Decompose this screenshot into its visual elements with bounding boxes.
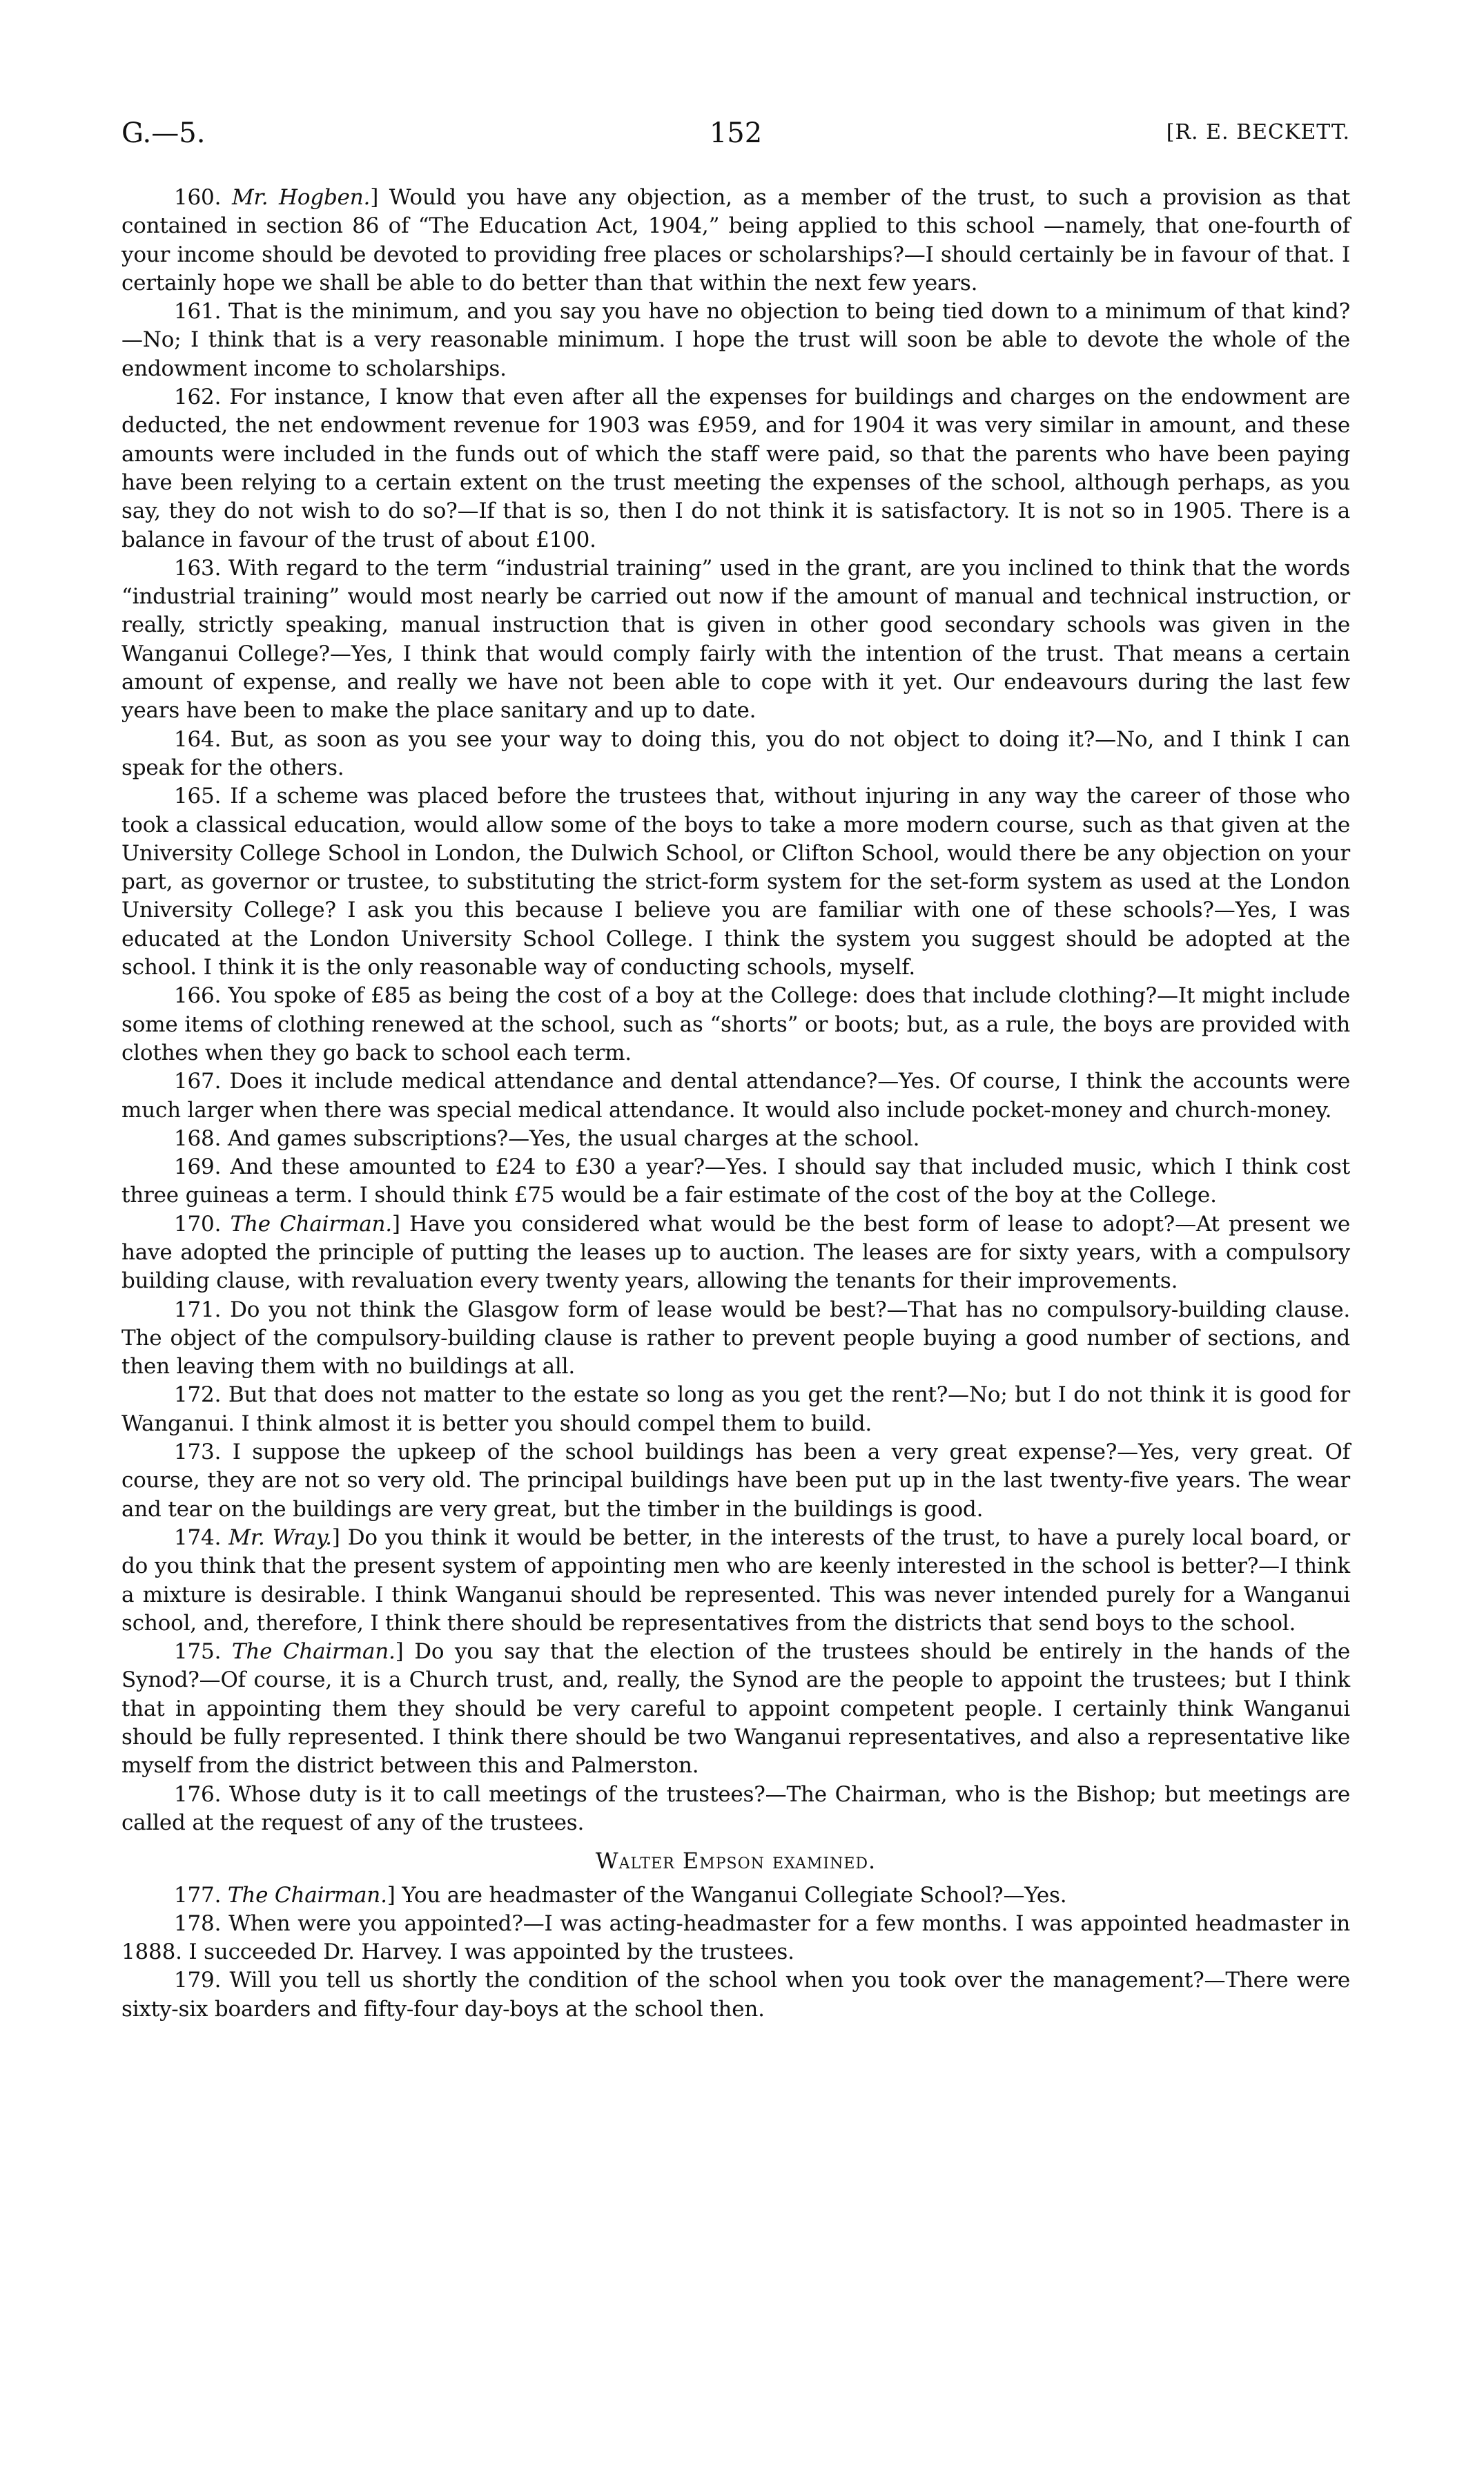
paragraph-text: But, as soon as you see your way to doing this, you do not object to doing it?—No, and I think I can speak for the others. bbox=[121, 726, 1350, 780]
speaker-name: Mr. Hogben. bbox=[231, 185, 371, 210]
paragraph-text: For instance, I know that even after all the expenses for buildings and charges on the endowment are deducted, the net endowment revenue for 1903 was £959, and for 1904 it was very similar in amount, and these amounts were included in the funds out of which the staff were paid, so that the parents who have been paying have been relying to a certain extent on the trust meeting the expenses of the school, although perhaps, as you say, they do not wish to do so?—If that is so, then I do not think it is satisfactory. It is not so in 1905. There is a balance in favour of the trust of about £100. bbox=[121, 385, 1350, 552]
paragraph-text: ] You are headmaster of the Wanganui Collegiate School?—Yes. bbox=[387, 1882, 1067, 1908]
question-paragraph bbox=[121, 1781, 1350, 1838]
paragraph-text: But that does not matter to the estate so long as you get the rent?—No; but I do not think it is good for Wanganui. I think almost it is better you should compel them to build. bbox=[121, 1382, 1350, 1436]
question-number: 160. bbox=[174, 185, 222, 210]
question-paragraph bbox=[121, 1910, 1350, 1967]
question-paragraph bbox=[121, 1153, 1350, 1210]
question-number: 174. bbox=[174, 1525, 222, 1550]
question-number: 169. bbox=[174, 1154, 222, 1180]
question-paragraph bbox=[121, 782, 1350, 982]
paragraph-text: Whose duty is it to call meetings of the trustees?—The Chairman, who is the Bishop; but meetings are called at the request of any of the trustees. bbox=[121, 1781, 1351, 1835]
speaker-name: The Chairman. bbox=[227, 1882, 387, 1908]
paragraph-text: Does it include medical attendance and dental attendance?—Yes. Of course, I think the accounts were much larger when there was special medical attendance. It would also include pocket-money and church-money. bbox=[121, 1069, 1350, 1123]
question-number: 164. bbox=[174, 726, 222, 752]
speaker-name: The Chairman. bbox=[230, 1211, 392, 1237]
question-paragraph bbox=[121, 383, 1350, 554]
question-number: 168. bbox=[174, 1125, 222, 1151]
speaker-name: Mr. Wray. bbox=[228, 1525, 332, 1550]
paragraph-text: ] Do you say that the election of the trustees should be entirely in the hands of the Synod?—Of course, it is a Church trust, and, really, the Synod are the people to appoint the trustees; but I think that in appointing them they should be very careful to appoint competent people. I certainly think Wanganui should be fully represented. I think there should be two Wanganui representatives, and also a representative like myself from the district between this and Palmerston. bbox=[121, 1639, 1350, 1779]
paragraph-text: Will you tell us shortly the condition of the school when you took over the management?—There were sixty-six boarders and fifty-four day-boys at the school then. bbox=[121, 1968, 1351, 2022]
question-number: 175. bbox=[174, 1639, 222, 1665]
paragraph-text: And games subscriptions?—Yes, the usual charges at the school. bbox=[227, 1125, 920, 1151]
question-paragraph bbox=[121, 184, 1350, 298]
question-paragraph bbox=[121, 726, 1350, 783]
question-number: 173. bbox=[174, 1440, 222, 1465]
speaker-name: The Chairman. bbox=[231, 1639, 396, 1665]
paragraph-text: You spoke of £85 as being the cost of a boy at the College: does that include clothing?—It might include some items of clothing renewed at the school, such as “shorts” or boots; but, as a rule, the boys are provided with clothes when they go back to school each term. bbox=[121, 983, 1351, 1065]
question-paragraph bbox=[121, 1067, 1350, 1125]
witness-name: [R. E. BECKETT. bbox=[1166, 120, 1350, 144]
question-paragraph bbox=[121, 1881, 1350, 1910]
question-number: 170. bbox=[174, 1211, 222, 1237]
paragraph-text: I suppose the upkeep of the school buildings has been a very great expense?—Yes, very great. Of course, they are not so very old. The principal buildings have been put up in the last twenty-five years. The wear and tear on the buildings are very great, but the timber in the buildings is good. bbox=[121, 1440, 1351, 1522]
page-header bbox=[121, 117, 1350, 166]
question-paragraph bbox=[121, 1438, 1350, 1524]
paragraph-text: That is the minimum, and you say you have no objection to being tied down to a minimum of that kind?—No; I think that is a very reasonable minimum. I hope the trust will soon be able to devote the whole of the endowment income to scholarships. bbox=[121, 299, 1350, 381]
paragraph-text: ] Have you considered what would be the best form of lease to adopt?—At present we have adopted the principle of putting the leases up to auction. The leases are for sixty years, with a compulsory building clause, with revaluation every twenty years, allowing the tenants for their improvements. bbox=[121, 1211, 1351, 1294]
question-number: 177. bbox=[174, 1882, 222, 1908]
paragraph-text: Do you not think the Glasgow form of lease would be best?—That has no compulsory-building clause. The object of the compulsory-building clause is rather to prevent people buying a good number of sections, and then leaving them with no buildings at all. bbox=[121, 1297, 1351, 1380]
question-paragraph bbox=[121, 1381, 1350, 1438]
question-paragraph bbox=[121, 554, 1350, 726]
question-paragraph bbox=[121, 1966, 1350, 2024]
paragraph-text: If a scheme was placed before the trustees that, without injuring in any way the career of those who took a classical education, would allow some of the boys to take a more modern course, such as that given at the University College School in London, the Dulwich School, or Clifton School, would there be any objection on your part, as governor or trustee, to substituting the strict-form system for the set-form system as used at the London University College? I ask you this because I believe you are familiar with one of these schools?—Yes, I was educated at the London University School College. I think the system you suggest should be adopted at the school. I think it is the only reasonable way of conducting schools, myself. bbox=[121, 784, 1350, 980]
question-number: 171. bbox=[174, 1297, 222, 1322]
question-number: 166. bbox=[174, 983, 222, 1009]
paragraph-list bbox=[121, 184, 1350, 1837]
question-paragraph bbox=[121, 1296, 1350, 1382]
question-paragraph bbox=[121, 298, 1350, 383]
paragraph-text: And these amounted to £24 to £30 a year?—Yes. I should say that included music, which I think cost three guineas a term. I should think £75 would be a fair estimate of the cost of the boy at the College. bbox=[121, 1154, 1350, 1208]
paragraph-text: When were you appointed?—I was acting-headmaster for a few months. I was appointed headmaster in 1888. I succeeded Dr. Harvey. I was appointed by the trustees. bbox=[121, 1910, 1351, 1965]
paragraph-list-after bbox=[121, 1881, 1350, 2024]
question-number: 176. bbox=[174, 1781, 222, 1807]
paragraph-text: With regard to the term “industrial training” used in the grant, are you inclined to think that the words “industrial training” would most nearly be carried out now if the amount of manual and technical instruction, or really, strictly speaking, manual instruction that is given in other good secondary schools was given in the Wanganui College?—Yes, I think that would comply fairly with the intention of the trust. That means a certain amount of expense, and really we have not been able to cope with it yet. Our endeavours during the last few years have been to make the place sanitary and up to date. bbox=[121, 555, 1351, 724]
question-paragraph bbox=[121, 1638, 1350, 1780]
document-page bbox=[121, 117, 1350, 2024]
question-number: 178. bbox=[174, 1910, 222, 1936]
question-number: 162. bbox=[174, 385, 222, 410]
question-number: 163. bbox=[174, 555, 222, 581]
question-number: 161. bbox=[174, 299, 222, 325]
paragraph-text: ] Do you think it would be better, in the interests of the trust, to have a purely local board, or do you think that the present system of appointing men who are keenly interested in the school is better?—I think a mixture is desirable. I think Wanganui should be represented. This was never intended purely for a Wanganui school, and, therefore, I think there should be representatives from the districts that send boys to the school. bbox=[121, 1525, 1350, 1636]
page-number: 152 bbox=[709, 117, 763, 149]
question-number: 165. bbox=[174, 784, 222, 809]
question-number: 179. bbox=[174, 1968, 222, 1993]
question-paragraph bbox=[121, 1125, 1350, 1153]
question-paragraph bbox=[121, 1210, 1350, 1296]
question-number: 172. bbox=[174, 1382, 222, 1408]
document-body bbox=[121, 184, 1350, 2024]
question-paragraph bbox=[121, 982, 1350, 1067]
document-reference: G.—5. bbox=[121, 117, 206, 149]
section-heading: Walter Empson examined. bbox=[595, 1848, 877, 1875]
paragraph-text: ] Would you have any objection, as a member of the trust, to such a provision as that contained in section 86 of “The Education Act, 1904,” being applied to this school —namely, that one-fourth of your income should be devoted to providing free places or scholarships?—I should certainly be in favour of that. I certainly hope we shall be able to do better than that within the next few years. bbox=[121, 185, 1350, 296]
question-paragraph bbox=[121, 1524, 1350, 1638]
question-number: 167. bbox=[174, 1069, 222, 1094]
